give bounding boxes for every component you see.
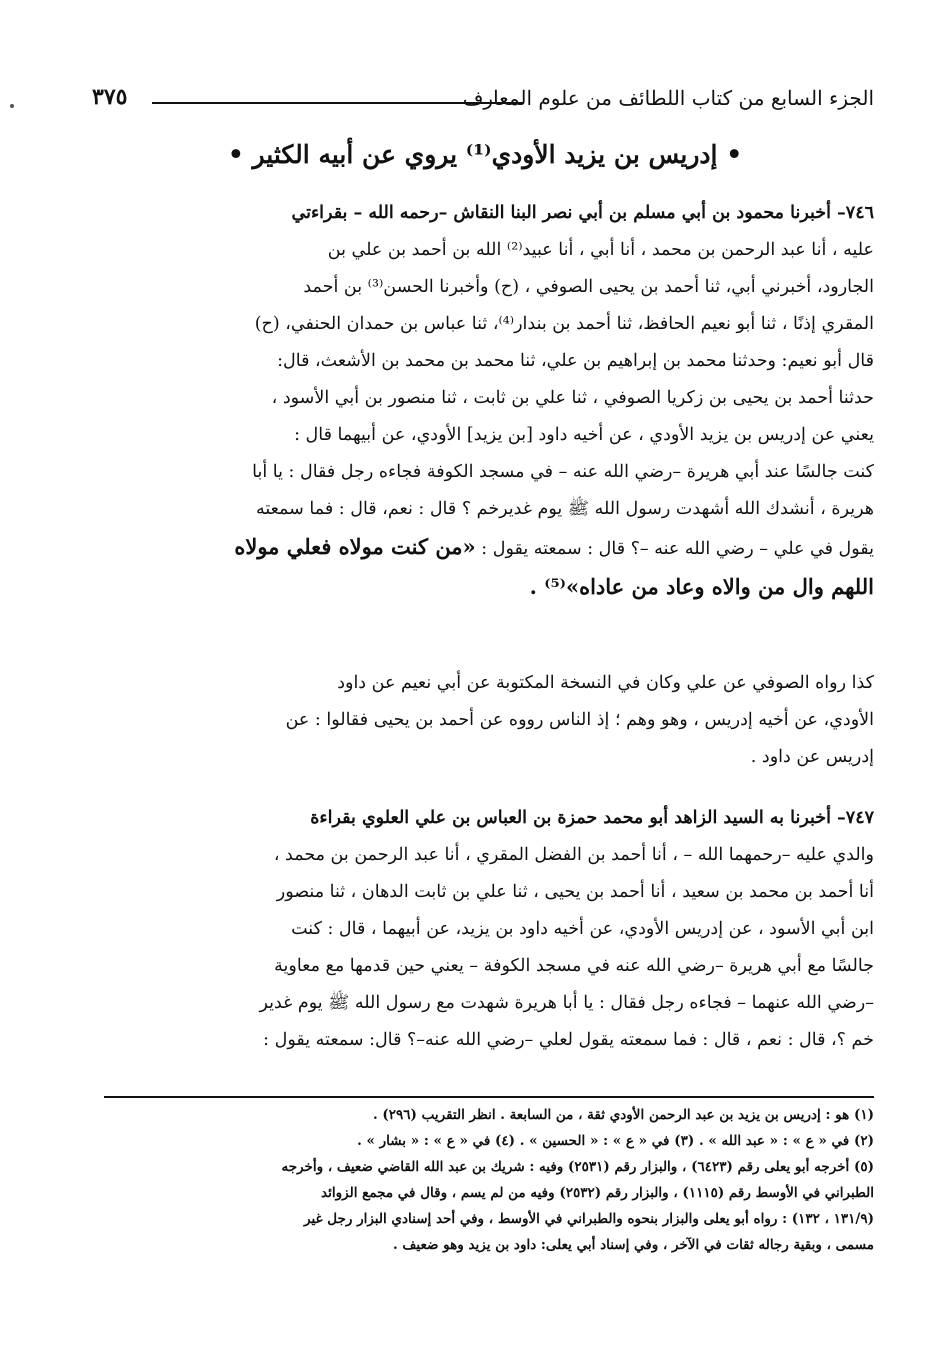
hadith-746-line-11 — [104, 568, 874, 608]
hadith-746-line-2: عليه ، أنا عبد الرحمن بن محمد ، أنا أبي ، أنا عبيد⁽²⁾ الله بن أحمد بن علي بن — [327, 240, 874, 260]
hadith-746-line-10-text: يقول في علي – رضي الله عنه –؟ قال : سمعته يقول : — [481, 539, 874, 559]
footnote-5-line-1: (٥) أخرجه أبو يعلى رقم (٦٤٢٣) ، والبزار رقم (٢٥٣١) وفيه : شريك بن عبد الله القاضي ضعيف ، وأخرجه — [281, 1159, 874, 1175]
running-header — [92, 86, 874, 118]
footnote-1: (١) هو : إدريس بن يزيد بن عبد الرحمن الأودي ثقة ، من السابعة . انظر التقريب (٢٩٦) . — [372, 1107, 874, 1123]
hadith-746-line-4: المقري إذنًا ، ثنا أبو نعيم الحافظ، ثنا أحمد بن بندار⁽⁴⁾، ثنا عباس بن حمدان الحنفي، (ح) — [254, 314, 874, 334]
hadith-747-line-5: جالسًا مع أبي هريرة –رضي الله عنه في مسجد الكوفة – يعني حين قدمها مع معاوية — [274, 956, 874, 976]
footnote-5-line-3: (١٣١/٩ ، ١٣٢) : رواه أبو يعلى والبزار بنحوه والطبراني في الأوسط ، وفي أحد إسنادي البزار رجل غير — [304, 1211, 874, 1227]
scan-speck — [10, 104, 14, 108]
note-746-line-1: كذا رواه الصوفي عن علي وكان في النسخة المكتوبة عن أبي نعيم عن داود — [337, 673, 874, 693]
hadith-746-line-3: الجارود، أخبرني أبي، ثنا أحمد بن يحيى الصوفي ، (ح) وأخبرنا الحسن⁽³⁾ بن أحمد — [303, 277, 874, 297]
note-746 — [104, 665, 874, 776]
section-title: • إدريس بن يزيد الأودي⁽¹⁾ يروي عن أبيه الكثير • — [227, 140, 743, 169]
note-746-line-3: إدريس عن داود . — [750, 747, 874, 767]
note-746-line-2: الأودي، عن أخيه إدريس ، وهو وهم ؛ إذ الناس رووه عن أحمد بن يحيى فقالوا : عن — [285, 710, 874, 730]
footnotes — [104, 1102, 874, 1258]
hadith-747-line-2: والدي عليه –رحمهما الله – ، أنا أحمد بن الفضل المقري ، أنا عبد الرحمن بن محمد ، — [273, 845, 874, 865]
footnote-2-4: (٢) في « ع » : « عبد الله » . (٣) في « ع » : « الحسين » . (٤) في « ع » : « بشار » . — [357, 1133, 874, 1149]
hadith-747-line-1: ٧٤٧– أخبرنا به السيد الزاهد أبو محمد حمزة بن العباس بن علي العلوي بقراءة — [310, 808, 874, 828]
hadith-746-line-7: يعني عن إدريس بن يزيد الأودي ، عن أخيه داود [بن يزيد] الأودي، عن أبيهما قال : — [294, 425, 874, 445]
hadith-746-line-6: حدثنا أحمد بن يحيى بن زكريا الصوفي ، ثنا علي بن ثابت ، ثنا منصور بن أبي الأسود ، — [271, 388, 874, 408]
running-title: الجزء السابع من كتاب اللطائف من علوم المعارف — [462, 86, 874, 110]
page-number: ٣٧٥ — [92, 84, 128, 110]
header-rule — [152, 102, 524, 104]
footnote-5-line-2: الطبراني في الأوسط رقم (١١١٥) ، والبزار رقم (٢٥٣٢) وفيه من لم يسم ، وقال في مجمع الزوائد — [321, 1185, 874, 1201]
hadith-746-line-1: ٧٤٦– أخبرنا محمود بن أبي مسلم بن أبي نصر البنا النقاش –رحمه الله – بقراءتي — [291, 203, 874, 223]
hadith-746 — [104, 195, 874, 608]
hadith-747-line-3: أنا أحمد بن محمد بن سعيد ، أنا أحمد بن يحيى ، ثنا علي بن ثابت الدهان ، ثنا منصور — [276, 882, 874, 902]
hadith-746-quote-1: «من كنت مولاه فعلي مولاه — [234, 534, 476, 559]
footnote-rule — [104, 1096, 874, 1098]
hadith-747-line-7: خم ؟، قال : نعم ، قال : فما سمعته يقول لعلي –رضي الله عنه–؟ قال: سمعته يقول : — [263, 1030, 874, 1050]
hadith-746-quote-2: اللهم وال من والاه وعاد من عاداه»⁽⁵⁾ . — [529, 574, 874, 599]
hadith-746-line-5: قال أبو نعيم: وحدثنا محمد بن إبراهيم بن علي، ثنا محمد بن محمد بن الأشعث، قال: — [277, 351, 874, 371]
hadith-746-line-9: هريرة ، أنشدك الله أشهدت رسول الله ﷺ يوم غديرخم ؟ قال : نعم، قال : فما سمعته — [255, 499, 874, 519]
hadith-747 — [104, 800, 874, 1059]
hadith-746-line-10 — [104, 528, 874, 568]
hadith-747-line-4: ابن أبي الأسود ، عن إدريس الأودي، عن أخيه داود بن يزيد، عن أبيهما ، قال : كنت — [291, 919, 874, 939]
hadith-747-line-6: –رضي الله عنهما – فجاءه رجل فقال : يا أبا هريرة شهدت مع رسول الله ﷺ يوم غدير — [259, 993, 874, 1013]
hadith-746-line-8: كنت جالسًا عند أبي هريرة –رضي الله عنه – في مسجد الكوفة فجاءه رجل فقال : يا أبا — [252, 462, 874, 482]
footnote-5-line-4: مسمى ، وبقية رجاله ثقات في الآخر ، وفي إسناد أبي يعلى: داود بن يزيد وهو ضعيف . — [393, 1237, 874, 1253]
